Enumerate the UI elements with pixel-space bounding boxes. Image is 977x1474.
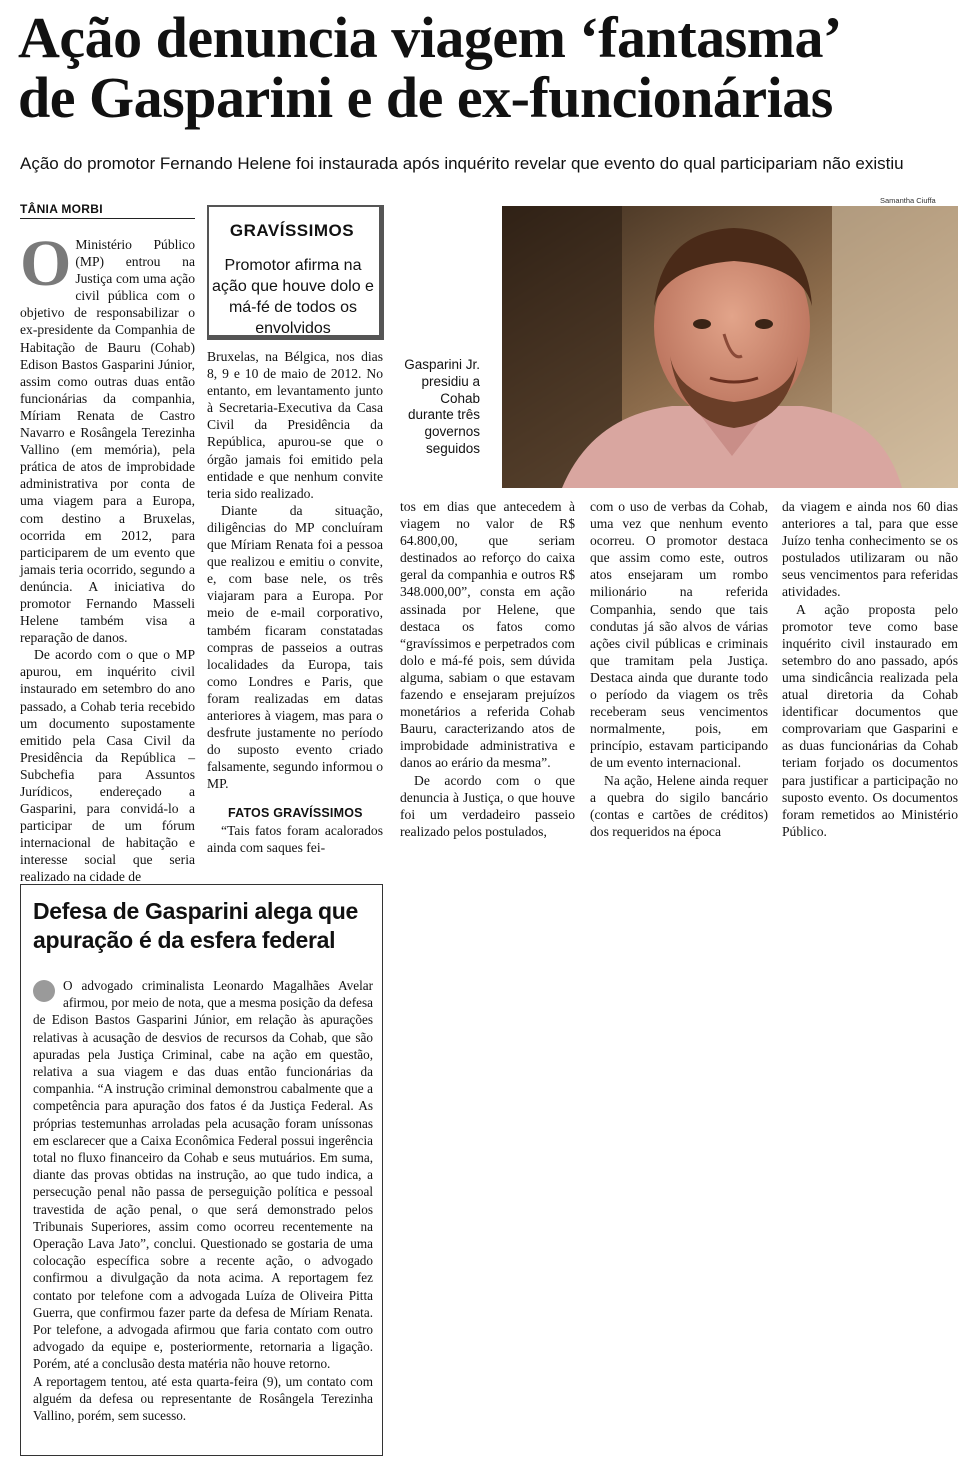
paragraph: De acordo com o que o MP apurou, em inquérito civil instaurado em setembro do ano passado, a Cohab teria recebido um documento supostamente emitido pela Casa Civil da Presidência da República – Subchefia para Assuntos Jurídicos, endereçado a Gasparini, para convidá-lo a participar de um fórum internacional de habitação e interesse social que seria realizado na cidade de bbox=[20, 647, 195, 885]
article-column-5 bbox=[782, 498, 958, 840]
byline: TÂNIA MORBI bbox=[20, 202, 195, 219]
bullet-icon bbox=[33, 980, 55, 1002]
headline bbox=[18, 5, 963, 130]
callout-box bbox=[207, 205, 383, 341]
article-column-3 bbox=[400, 498, 575, 840]
paragraph: com o uso de verbas da Cohab, uma vez que nenhum evento ocorreu. O promotor destaca que assim como este, outros atos ensejaram um rombo milionário na referida Companhia, sendo que tais condutas já são alvos de várias ações civil públicas e criminais que tramitam pela Justiça. Destaca ainda que durante todo o período da viagem os três receberam seus vencimentos normalmente, pois, em princípio, estavam participando de um evento internacional. bbox=[590, 499, 768, 771]
paragraph: tos em dias que antecedem à viagem no valor de R$ 64.800,00, que seriam destinados ao reforço do caixa geral da companhia e outros R$ 348.000,00”, consta em ação assinada por Helene, que destaca os fatos como “gravíssimos e perpetrados com dolo e má-fé pois, sem dúvida alguma, sabiam o que estavam fazendo e ensejaram prejuízos monetários a referida Cohab Bauru, caracterizando atos de improbidade administrativa e danos ao erário da mesma”. bbox=[400, 499, 575, 771]
headline-line2: de Gasparini e de ex-funcionárias bbox=[18, 65, 833, 130]
paragraph: Na ação, Helene ainda requer a quebra do sigilo bancário (contas e cartões de créditos) dos requeridos na época bbox=[590, 772, 768, 839]
sidebar-paragraph: A reportagem tentou, até esta quarta-feira (9), um contato com alguém da defesa ou representante de Rosângela Terezinha Vallino, porém, sem sucesso. bbox=[33, 1373, 373, 1424]
sidebar-paragraph-text: O advogado criminalista Leonardo Magalhães Avelar afirmou, por meio de nota, que a mesma posição da defesa de Edison Bastos Gasparini Júnior, em relação às apurações relativas à acusação de desvios de recursos da Cohab, que são apuradas pela Justiça Criminal, cabe na ação em questão, relativa a sua viagem e das duas então funcionárias da companhia. “A instrução criminal demonstrou cabalmente que a competência para apuração dos fatos é da Justiça Federal. As próprias testemunhas arroladas pela acusação foram uníssonas em esclarecer que a Caixa Econômica Federal possui ingerência total no fluxo financeiro da Cohab e seus mutuários. Em suma, diante das provas obtidas na instrução, ao que tudo indica, a persecução penal não passa de perseguição política e pessoal travestida de ação penal, o que será demonstrado pelos Tribunais Superiores, assim como ocorreu recentemente na Operação Lava Jato”, conclui. Questionado se gostaria de uma colocação específica sobre a recente ação, o advogado confirmou a divulgação da nota acima. A reportagem fez contato por telefone com a advogada Luíza de Oliveira Pitta Guerra, que confirmou fazer parte da defesa de Míriam Renata. Por telefone, a advogada afirmou que faria contato com outro advogado da equipe e, posteriormente, retornaria a ligação. Porém, até a conclusão desta matéria não houve retorno. bbox=[33, 978, 373, 1372]
drop-cap: O bbox=[20, 227, 72, 300]
section-subtitle: FATOS GRAVÍSSIMOS bbox=[228, 806, 363, 820]
article-column-2-continued bbox=[207, 822, 383, 856]
paragraph: da viagem e ainda nos 60 dias anteriores a tal, para que esse Juízo tenha conhecimento se os postulados utilizaram ou não seus vencimentos para referidas atividades. bbox=[782, 499, 958, 600]
article-column-2 bbox=[207, 348, 383, 792]
sidebar-box bbox=[20, 884, 383, 1456]
article-column-1 bbox=[20, 227, 195, 886]
sidebar-paragraph bbox=[33, 977, 373, 1373]
subheadline: Ação do promotor Fernando Helene foi instaurada após inquérito revelar que evento do qual participariam não existiu bbox=[20, 154, 904, 173]
headline-line1: Ação denuncia viagem ‘fantasma’ bbox=[18, 5, 842, 70]
photo-caption: Gasparini Jr. presidiu a Cohab durante três governos seguidos bbox=[404, 357, 480, 456]
paragraph: Bruxelas, na Bélgica, nos dias 8, 9 e 10 de maio de 2012. No entanto, em levantamento junto à Secretaria-Executiva da Casa Civil da Presidência da República, apurou-se que o órgão jamais foi emitido pela entidade e que nenhum convite teria sido realizado. bbox=[207, 349, 383, 501]
paragraph: De acordo com o que denuncia à Justiça, o que houve foi um verdadeiro passeio realizado pelos postulados, bbox=[400, 772, 575, 839]
callout-title: GRAVÍSSIMOS bbox=[229, 221, 355, 240]
lead-paragraph bbox=[20, 227, 195, 646]
portrait-photo bbox=[502, 206, 958, 488]
article-column-4 bbox=[590, 498, 768, 840]
paragraph: Diante da situação, diligências do MP concluíram que Míriam Renata foi a pessoa que realizou e emitiu o convite, e, com base nele, os três viajaram para a Europa. Por meio de e-mail corporativo, também ficaram constatadas compras de passeios a outras localidades da Europa, tais como Londres e Paris, que foram realizadas em datas anteriores à viagem, mas para o desfrute justamente no período do suposto evento criado falsamente, segundo informou o MP. bbox=[207, 502, 383, 792]
sidebar-title: Defesa de Gasparini alega que apuração é da esfera federal bbox=[33, 898, 358, 953]
paragraph: “Tais fatos foram acalorados ainda com saques fei- bbox=[207, 823, 383, 856]
paragraph: A ação proposta pelo promotor teve como base inquérito civil instaurado em setembro do ano passado, após uma sindicância realizada pela atual diretoria da Cohab identificar documentos que comprovariam que Gasparini e as duas funcionárias da Cohab teriam forjado os documentos para justificar a participação no suposto evento. Os documentos foram remetidos ao Ministério Público. bbox=[782, 601, 958, 839]
sidebar-text bbox=[33, 977, 373, 1424]
lead-paragraph-text: Ministério Público (MP) entrou na Justiça com uma ação civil pública com o objetivo de responsabilizar o ex-presidente da Companhia de Habitação de Bauru (Cohab) Edison Bastos Gasparini Júnior, assim como outras duas então funcionárias da companhia, Míriam Renata de Castro Navarro e Rosângela Terezinha Vallino (em memória), pela prática de atos de improbidade administrativa por conta de uma viagem para a Europa, com destino a Bruxelas, ocorrida em 2012, para participarem de um evento que jamais teria ocorrido, segundo a denúncia. A iniciativa do promotor Fernando Masseli Helene também visa a reparação de danos. bbox=[20, 237, 195, 646]
callout-text: Promotor afirma na ação que houve dolo e má-fé de todos os envolvidos bbox=[212, 257, 374, 337]
photo-credit: Samantha Ciuffa bbox=[880, 196, 936, 205]
